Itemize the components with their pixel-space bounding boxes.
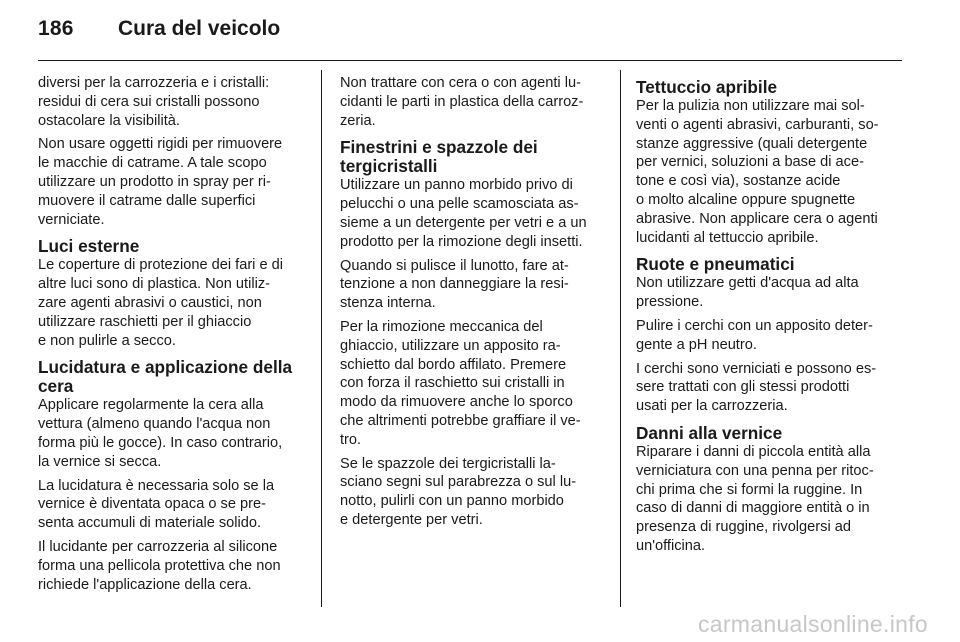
body-paragraph: I cerchi sono verniciati e possono es- sere trattati con gli stessi prodotti usati per la carrozzeria. [636,360,877,415]
body-paragraph: Se le spazzole dei tergicristalli la- sciano segni sul parabrezza o sul lu- notto, pulirli con un panno morbido e detergente per vetri. [340,455,577,528]
text-column-2 [340,74,606,535]
text-column-3 [636,74,904,561]
body-paragraph: diversi per la carrozzeria e i cristalli: residui di cera sui cristalli possono ostacolare la visibilità. [38,75,270,129]
body-paragraph: Il lucidante per carrozzeria al silicone forma una pellicola protettiva che non richiede l'applicazione della cera. [38,538,281,593]
body-paragraph: Quando si pulisce il lunotto, fare at- tenzione a non danneggiare la resi- stenza interna. [340,257,569,312]
body-paragraph: La lucidatura è necessaria solo se la vernice è diventata opaca o se pre- senta accumuli di materiale solido. [38,477,275,532]
page-number: 186 [38,17,74,40]
body-paragraph: Applicare regolarmente la cera alla vettura (almeno quando l'acqua non forma più le gocce). In caso contrario, la vernice si secca. [38,397,283,470]
body-paragraph: Non usare oggetti rigidi per rimuovere le macchie di catrame. A tale scopo utilizzare un prodotto in spray per ri- muovere il catrame dalle superfici verniciate. [38,136,283,228]
section-heading: Danni alla vernice [636,422,783,443]
body-paragraph: Per la rimozione meccanica del ghiaccio, utilizzare un apposito ra- schietto dal bordo affilato. Premere con forza il raschietto sui cristalli in modo da rimuovere anche lo sporco che altrimenti potrebbe graffiare il ve- tro. [340,318,581,448]
body-paragraph: Non utilizzare getti d'acqua ad alta pressione. [636,275,859,311]
header-divider [38,60,902,61]
section-heading: Finestrini e spazzole dei tergicristalli [340,137,538,177]
column-divider-1 [321,70,322,607]
page-title: Cura del veicolo [118,17,281,40]
text-column-1 [38,74,310,599]
body-paragraph: Le coperture di protezione dei fari e di altre luci sono di plastica. Non utiliz- zare agenti abrasivi o caustici, non utilizzare raschietti per il ghiaccio e non pulirle a secco. [38,257,284,349]
section-heading: Luci esterne [38,236,140,257]
section-heading: Lucidatura e applicazione della cera [38,357,293,397]
body-paragraph: Utilizzare un panno morbido privo di pelucchi o una pelle scamosciata as- sieme a un detergente per vetri e a un prodotto per la rimozione degli insetti. [340,177,587,250]
body-paragraph: Per la pulizia non utilizzare mai sol- venti o agenti abrasivi, carburanti, so- stanze aggressive (quali detergente per vernici, soluzioni a base di ace- tone e così via), sostanze acide o molto alcaline oppure spugnette abrasive. Non applicare cera o agenti lucidanti al tettuccio apribile. [636,98,879,246]
body-paragraph: Pulire i cerchi con un apposito deter- gente a pH neutro. [636,317,873,353]
body-paragraph: Non trattare con cera o con agenti lu- cidanti le parti in plastica della carroz- zeria. [340,75,584,129]
section-heading: Ruote e pneumatici [636,254,795,275]
watermark-text: carmanualsonline.info [697,611,928,637]
body-paragraph: Riparare i danni di piccola entità alla verniciatura con una penna per ritoc- chi prima che si formi la ruggine. In caso di danni di maggiore entità o in presenza di ruggine, rivolgersi ad un'officina. [636,443,874,554]
page-header [0,0,960,62]
column-divider-2 [620,70,621,607]
section-heading: Tettuccio apribile [636,77,778,97]
